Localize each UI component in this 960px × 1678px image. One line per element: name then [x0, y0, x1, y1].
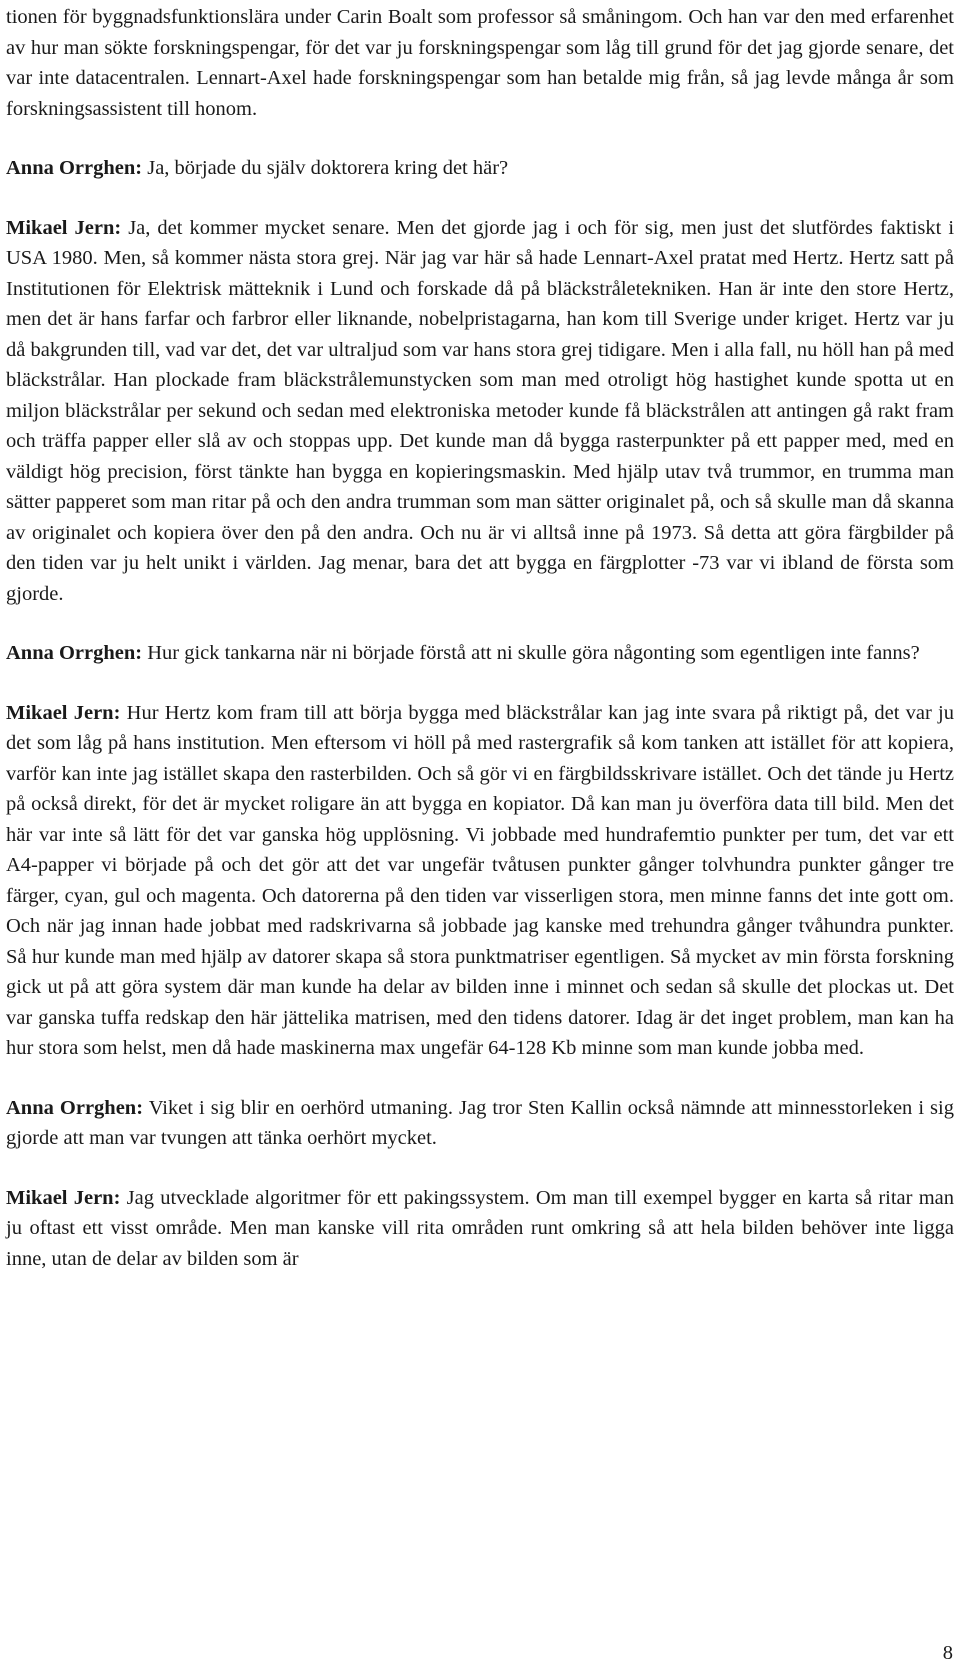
paragraph-text: Ja, började du själv doktorera kring det här? [147, 157, 509, 179]
speaker-name: Mikael Jern: [6, 216, 122, 239]
speaker-name: Anna Orrghen: [6, 157, 143, 179]
paragraph-anna-1 [6, 153, 954, 184]
paragraph-text: Hur gick tankarna när ni började förstå att ni skulle göra någonting som egentligen inte fanns? [147, 642, 920, 664]
speaker-name: Mikael Jern: [6, 701, 121, 724]
paragraph-continuation [6, 2, 954, 124]
paragraph-text: Hur Hertz kom fram till att börja bygga med bläckstrålar kan jag inte svara på riktigt på, det var ju det som låg på hans institution. Men eftersom vi höll på med rastergrafik så kom tanken att istället för att kopiera, varför kan inte jag istället skapa den rasterbilden. Och så gör vi en färgbildsskrivare istället. Och det tände ju Hertz på också direkt, för det är mycket roligare än att bygga en kopiator. Då kan man ju överföra data till bild. Men det här var inte så lätt för det var ganska hög upplösning. Vi jobbade med hundrafemtio punkter per tum, det var ett A4-papper vi började på och det gör att det var ungefär tvåtusen punkter gånger tolvhundra punkter gånger tre färger, cyan, gul och magenta. Och datorerna på den tiden var visserligen stora, men minne fanns det inte gott om. Och när jag innan hade jobbat med radskrivarna så jobbade jag kanske med trehundra gånger tvåhundra punkter. Så hur kunde man med hjälp av datorer skapa så stora punktmatriser egentligen. Så mycket av min första forskning gick ut på att göra system där man kunde ha delar av bilden inne i minnet och sedan så skulle det plockas ut. Det var ganska tuffa redskap den här jättelika matrisen, med den tidens datorer. Idag är det inget problem, man kan ha hur stora som helst, men då hade maskinerna max ungefär 64-128 Kb minne som man kunde jobba med. [6, 701, 955, 1059]
paragraph-mikael-3 [6, 1183, 954, 1275]
paragraph-anna-3 [6, 1093, 954, 1154]
paragraph-text: Ja, det kommer mycket senare. Men det gjorde jag i och för sig, men just det slutfördes faktiskt i USA 1980. Men, så kommer nästa stora grej. När jag var här så hade Lennart-Axel pratat med Hertz. Hertz satt på Institutionen för Elektrisk mätteknik i Lund och forskade då på bläckstråletekniken. Han är inte den store Hertz, men det är hans farfar och farbror eller liknande, nobelpristagarna, han kom till Sverige under kriget. Hertz var ju då bakgrunden till, vad var det, det var ultraljud som var hans stora grej tidigare. Men i alla fall, nu höll han på med bläckstrålar. Han plockade fram bläckstrålemunstycken som man med otroligt hög hastighet kunde spotta ut en miljon bläckstrålar per sekund och sedan med elektroniska metoder kunde få bläckstrålen att antingen gå rakt fram och träffa papper eller slå av och stoppas upp. Det kunde man då bygga rasterpunkter på ett papper med, med en väldigt hög precision, först tänkte han bygga en kopieringsmaskin. Med hjälp utav två trummor, en trumma man sätter papperet som man ritar på och den andra trumman som man sätter originalet på, och så skulle man då skanna av originalet och kopiera över den på den andra. Och nu är vi alltså inne på 1973. Så detta att göra färgbilder på den tiden var ju helt unikt i världen. Jag menar, bara det att bygga en färgplotter -73 var vi ibland de första som gjorde. [6, 216, 955, 605]
speaker-name: Anna Orrghen: [6, 1096, 144, 1119]
paragraph-mikael-1 [6, 213, 954, 610]
paragraph-mikael-2 [6, 698, 954, 1064]
page-number: 8 [942, 1642, 953, 1664]
paragraph-text: Viket i sig blir en oerhörd utmaning. Jag tror Sten Kallin också nämnde att minnesstorleken i sig gjorde att man var tvungen att tänka oerhört mycket. [6, 1096, 954, 1149]
speaker-name: Mikael Jern: [6, 1186, 121, 1209]
paragraph-text: tionen för byggnadsfunktionslära under Carin Boalt som professor så småningom. Och han var den med erfarenhet av hur man sökte forskningspengar, för det var ju forskningspengar som låg till grund för det jag gjorde senare, det var inte datacentralen. Lennart-Axel hade forskningspengar som han betalde mig från, så jag levde många år som forskningsassistent till honom. [6, 6, 954, 120]
paragraph-anna-2 [6, 638, 954, 669]
paragraph-text: Jag utvecklade algoritmer för ett pakingssystem. Om man till exempel bygger en karta så ritar man ju oftast ett visst område. Men man kanske vill rita områden runt omkring så att hela bilden behöver inte ligga inne, utan de delar av bilden som är [6, 1186, 954, 1270]
speaker-name: Anna Orrghen: [6, 642, 143, 664]
